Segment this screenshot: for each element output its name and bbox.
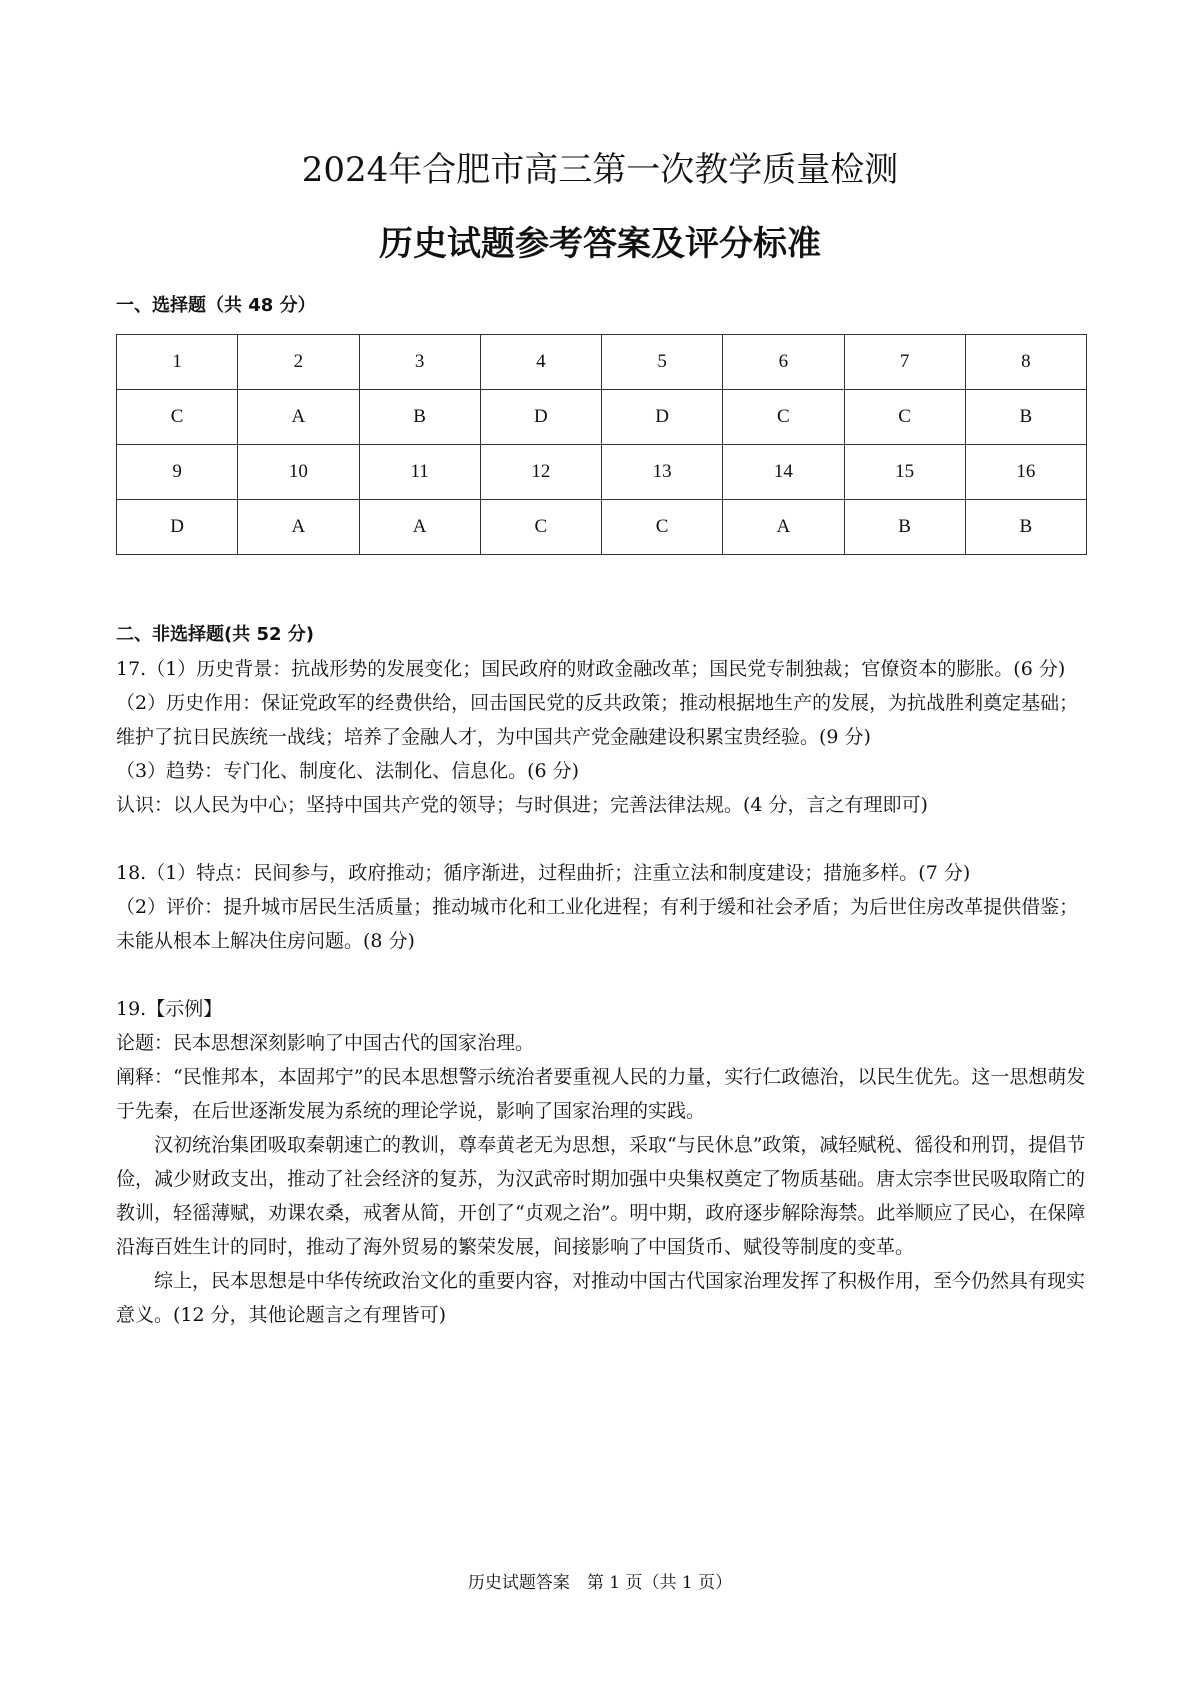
q19-label: 19.【示例】 [116, 998, 223, 1020]
q17-understanding: 认识：以人民为中心；坚持中国共产党的领导；与时俱进；完善法律法规。(4 分，言之有理即可) [116, 794, 928, 816]
open-questions-body [116, 652, 1088, 1332]
answer-cell: D [602, 390, 723, 445]
q17-part2: （2）历史作用：保证党政军的经费供给，回击国民党的反共政策；推动根据地生产的发展，为抗战胜利奠定基础；维护了抗日民族统一战线；培养了金融人才，为中国共产党金融建设积累宝贵经验。(9 分) [116, 692, 1079, 748]
answer-cell: B [965, 390, 1086, 445]
question-number-cell: 5 [602, 335, 723, 390]
question-19 [116, 992, 1088, 1332]
q19-paragraph-2: 综上，民本思想是中华传统政治文化的重要内容，对推动中国古代国家治理发挥了积极作用，至今仍然具有现实意义。(12 分，其他论题言之有理皆可) [116, 1270, 1086, 1326]
question-number-cell: 2 [238, 335, 359, 390]
answer-cell: A [238, 390, 359, 445]
question-number-cell: 9 [117, 445, 238, 500]
q19-paragraph-1: 汉初统治集团吸取秦朝速亡的教训，尊奉黄老无为思想，采取“与民休息”政策，减轻赋税、徭役和刑罚，提倡节俭，减少财政支出，推动了社会经济的复苏，为汉武帝时期加强中央集权奠定了物质基础。唐太宗李世民吸取隋亡的教训，轻徭薄赋，劝课农桑，戒奢从简，开创了“贞观之治”。明中期，政府逐步解除海禁。此举顺应了民心，在保障沿海百姓生计的同时，推动了海外贸易的繁荣发展，间接影响了中国货币、赋役等制度的变革。 [116, 1134, 1086, 1258]
section-multiple-choice-heading: 一、选择题（共 48 分） [116, 295, 316, 316]
question-number-row [117, 445, 1087, 500]
answer-cell: B [844, 500, 965, 555]
answer-cell: D [480, 390, 601, 445]
answer-row [117, 500, 1087, 555]
answer-cell: A [723, 500, 844, 555]
answer-cell: D [117, 500, 238, 555]
q18-part1: 18.（1）特点：民间参与，政府推动；循序渐进，过程曲折；注重立法和制度建设；措施多样。(7 分) [116, 862, 971, 884]
question-number-cell: 7 [844, 335, 965, 390]
section-open-questions-heading: 二、非选择题(共 52 分) [116, 624, 315, 645]
answer-cell: C [602, 500, 723, 555]
q19-explanation: 阐释：“民惟邦本，本固邦宁”的民本思想警示统治者要重视人民的力量，实行仁政德治，以民生优先。这一思想萌发于先秦，在后世逐渐发展为系统的理论学说，影响了国家治理的实践。 [116, 1066, 1086, 1122]
question-number-row [117, 335, 1087, 390]
answer-cell: C [117, 390, 238, 445]
q18-part2: （2）评价：提升城市居民生活质量；推动城市化和工业化进程；有利于缓和社会矛盾；为后世住房改革提供借鉴；未能从根本上解决住房问题。(8 分) [116, 896, 1079, 952]
answer-cell: C [844, 390, 965, 445]
question-number-cell: 10 [238, 445, 359, 500]
question-number-cell: 15 [844, 445, 965, 500]
q19-thesis: 论题：民本思想深刻影响了中国古代的国家治理。 [116, 1032, 535, 1054]
spacer [116, 958, 1088, 992]
answer-cell: B [965, 500, 1086, 555]
question-number-cell: 4 [480, 335, 601, 390]
page-subtitle: 历史试题参考答案及评分标准 [379, 224, 821, 264]
question-number-cell: 8 [965, 335, 1086, 390]
question-18 [116, 856, 1088, 958]
answer-table [116, 334, 1087, 555]
page-title: 2024年合肥市高三第一次教学质量检测 [301, 150, 899, 190]
question-number-cell: 6 [723, 335, 844, 390]
question-17 [116, 652, 1088, 822]
answer-cell: C [480, 500, 601, 555]
question-number-cell: 1 [117, 335, 238, 390]
answer-row [117, 390, 1087, 445]
question-number-cell: 16 [965, 445, 1086, 500]
question-number-cell: 13 [602, 445, 723, 500]
question-number-cell: 14 [723, 445, 844, 500]
answer-cell: B [359, 390, 480, 445]
question-number-cell: 11 [359, 445, 480, 500]
page-footer: 历史试题答案 第 1 页（共 1 页） [467, 1573, 733, 1593]
answer-cell: A [359, 500, 480, 555]
answer-cell: C [723, 390, 844, 445]
q17-part3: （3）趋势：专门化、制度化、法制化、信息化。(6 分) [116, 760, 580, 782]
question-number-cell: 3 [359, 335, 480, 390]
spacer [116, 822, 1088, 856]
q17-part1: 17.（1）历史背景：抗战形势的发展变化；国民政府的财政金融改革；国民党专制独裁；官僚资本的膨胀。(6 分) [116, 658, 1066, 680]
answer-cell: A [238, 500, 359, 555]
question-number-cell: 12 [480, 445, 601, 500]
